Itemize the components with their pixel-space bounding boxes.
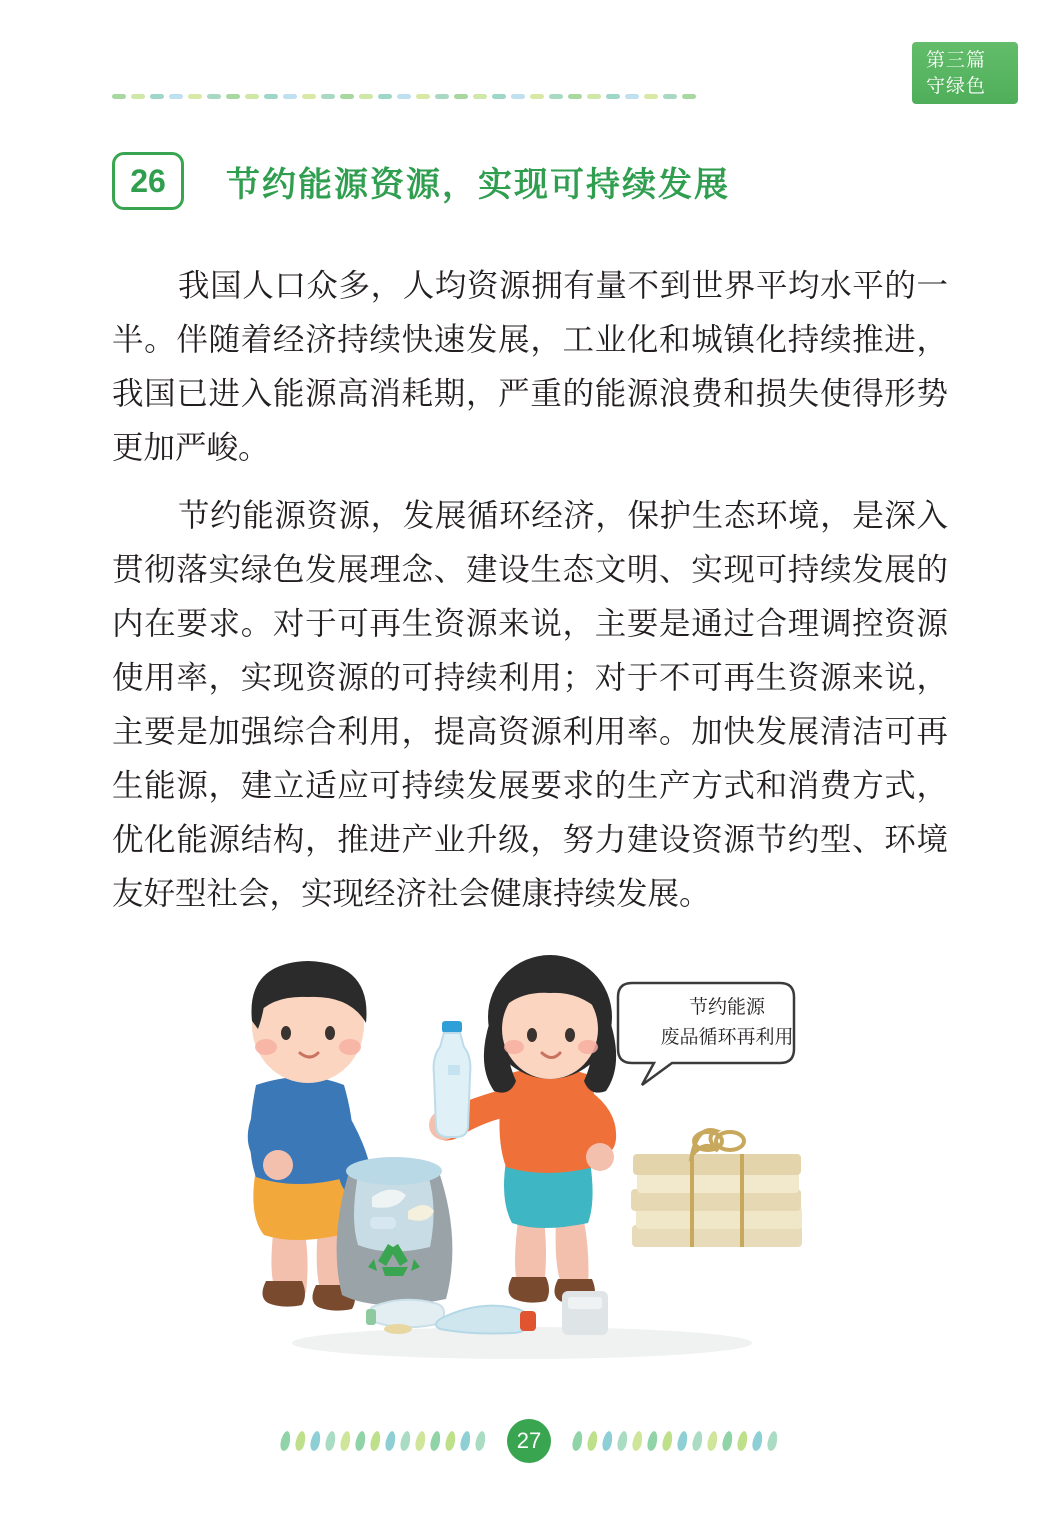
leaf-icon (571, 1430, 584, 1451)
rule-dash (473, 94, 487, 99)
leaf-icon (324, 1430, 337, 1451)
rule-dash (264, 94, 278, 99)
rule-dash (663, 94, 677, 99)
leaf-icon (474, 1430, 487, 1451)
rule-dash (682, 94, 696, 99)
leaf-icon (309, 1430, 322, 1451)
leaf-icon (354, 1430, 367, 1451)
rule-dash (511, 94, 525, 99)
rule-dash (625, 94, 639, 99)
leaf-icon (399, 1430, 412, 1451)
leaf-icon (736, 1430, 749, 1451)
rule-dash (169, 94, 183, 99)
rule-dash (340, 94, 354, 99)
page-title: 节约能源资源，实现可持续发展 (226, 165, 730, 204)
decorative-top-rule (112, 92, 742, 100)
leaf-icon (691, 1430, 704, 1451)
leaf-icon (646, 1430, 659, 1451)
paragraph-1: 我国人口众多，人均资源拥有量不到世界平均水平的一半。伴随着经济持续快速发展，工业化和城镇化持续推进，我国已进入能源高消耗期，严重的能源浪费和损失使得形势更加严峻。 (112, 267, 948, 465)
page-number: 27 (507, 1419, 551, 1463)
rule-dash (397, 94, 411, 99)
rule-dash (568, 94, 582, 99)
leaf-icon (676, 1430, 689, 1451)
leaf-icon (279, 1430, 292, 1451)
section-tab-line1: 第三篇 (926, 50, 987, 71)
rule-dash (283, 94, 297, 99)
rule-dash (359, 94, 373, 99)
rule-dash (492, 94, 506, 99)
speech-bubble-line2: 废品循环再利用 (660, 1027, 794, 1048)
leaf-icon (766, 1430, 779, 1451)
leaf-icon (339, 1430, 352, 1451)
plastic-bottle-held (434, 1021, 471, 1137)
leaf-icon (369, 1430, 382, 1451)
rule-dash (112, 94, 126, 99)
leaf-icon (444, 1430, 457, 1451)
rule-dash (188, 94, 202, 99)
recycling-bag (337, 1157, 453, 1305)
rule-dash (321, 94, 335, 99)
section-tab (912, 42, 1018, 104)
rule-dash (226, 94, 240, 99)
rule-dash (302, 94, 316, 99)
rule-dash (606, 94, 620, 99)
rule-dash (378, 94, 392, 99)
section-number-badge: 26 (112, 152, 184, 210)
rule-dash (530, 94, 544, 99)
leaf-icon (414, 1430, 427, 1451)
rule-dash (587, 94, 601, 99)
leaf-icon (616, 1430, 629, 1451)
speech-bubble (618, 983, 794, 1085)
illustration (222, 925, 842, 1385)
footer-leaf-row-left (281, 1430, 485, 1452)
rule-dash (454, 94, 468, 99)
leaf-icon (721, 1430, 734, 1451)
rule-dash (416, 94, 430, 99)
section-tab-line2: 守绿色 (926, 76, 987, 97)
rule-dash (207, 94, 221, 99)
page-footer (0, 1418, 1058, 1464)
page-heading (112, 152, 730, 210)
rule-dash (644, 94, 658, 99)
rule-dash (435, 94, 449, 99)
rule-dash (150, 94, 164, 99)
leaf-icon (661, 1430, 674, 1451)
leaf-icon (751, 1430, 764, 1451)
rule-dash (549, 94, 563, 99)
leaf-icon (429, 1430, 442, 1451)
leaf-icon (459, 1430, 472, 1451)
leaf-icon (601, 1430, 614, 1451)
rule-dash (131, 94, 145, 99)
body-text (112, 258, 948, 934)
leaf-icon (384, 1430, 397, 1451)
leaf-icon (294, 1430, 307, 1451)
leaf-icon (706, 1430, 719, 1451)
cardboard-stack (631, 1130, 802, 1247)
leaf-icon (586, 1430, 599, 1451)
footer-leaf-row-right (573, 1430, 777, 1452)
speech-bubble-line1: 节约能源 (688, 997, 766, 1018)
rule-dash (245, 94, 259, 99)
leaf-icon (631, 1430, 644, 1451)
paragraph-2: 节约能源资源，发展循环经济，保护生态环境，是深入贯彻落实绿色发展理念、建设生态文明、实现可持续发展的内在要求。对于可再生资源来说，主要是通过合理调控资源使用率，实现资源的可持续利用；对于不可再生资源来说，主要是加强综合利用，提高资源利用率。加快发展清洁可再生能源，建立适应可持续发展要求的生产方式和消费方式，优化能源结构，推进产业升级，努力建设资源节约型、环境友好型社会，实现经济社会健康持续发展。 (112, 497, 948, 911)
